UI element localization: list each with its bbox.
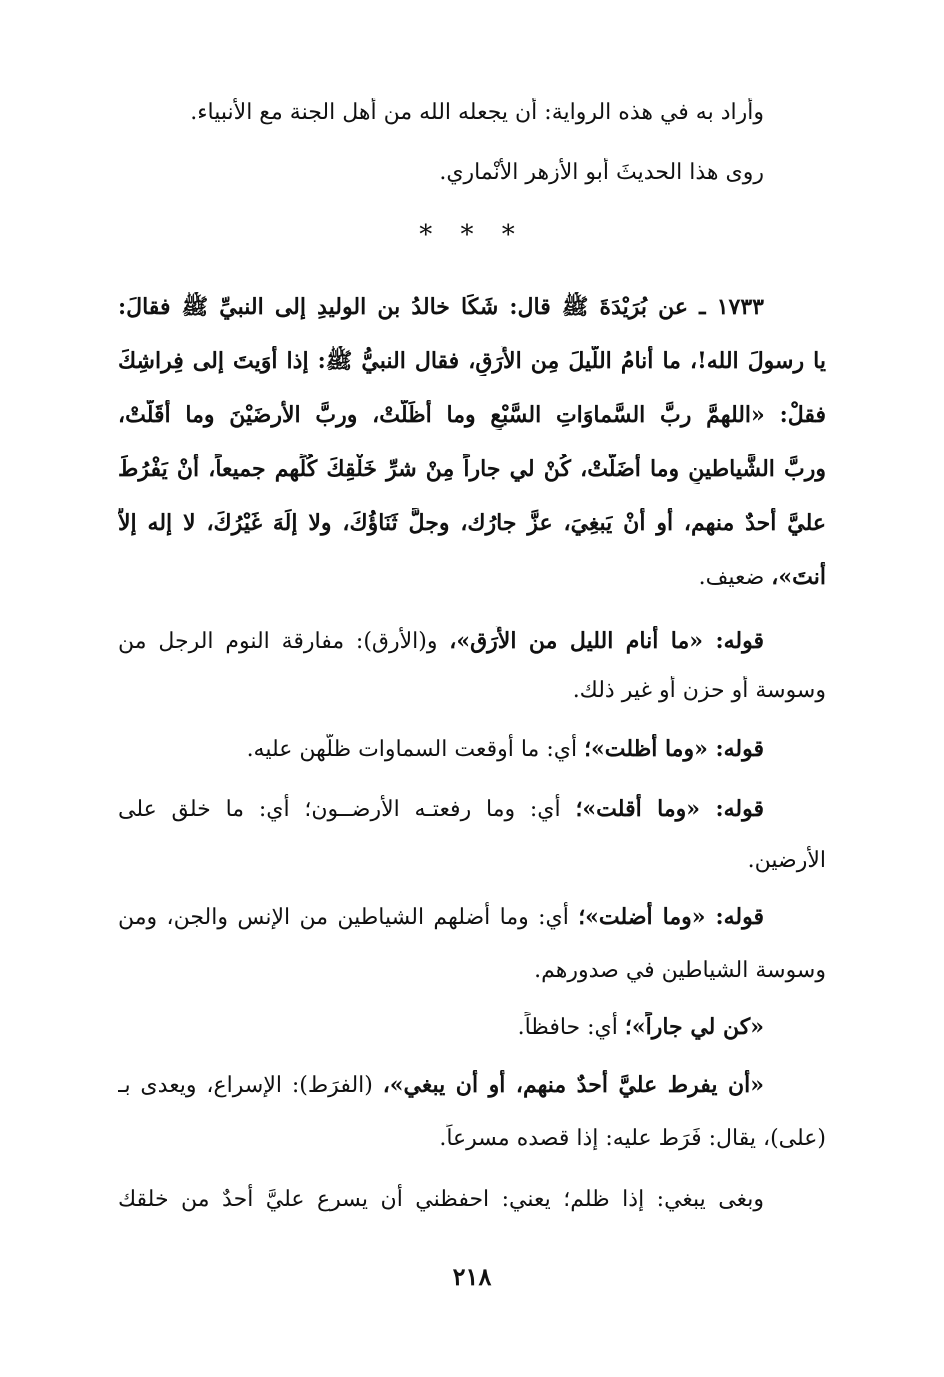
note-continuation: (على)، يقال: فَرَط عليه: إذا قصده مسرعاً. [439, 1126, 826, 1151]
note-continuation: الأرضين. [747, 848, 826, 873]
note-text: أي: حافظاً. [517, 1015, 625, 1040]
grading-label: ضعيف. [698, 565, 772, 590]
note-term: «كن لي جاراً»؛ [624, 1014, 764, 1040]
note-text: و(الأرق): مفارقة النوم الرجل من [118, 629, 450, 654]
note-text: (الفرَط): الإسراع، ويعدى بـ [118, 1073, 383, 1098]
note-term: قوله: «وما أضلت»؛ [578, 904, 764, 930]
hadith-line-1: ١٧٣٣ ـ عن بُرَيْدَةَ ﷺ قال: شَكَا خالدُ بن الوليدِ إلى النبيِّ ﷺ فقالَ: [118, 294, 764, 320]
hadith-line-6 [118, 562, 826, 593]
note-text: أي: وما رفعتـه الأرضــون؛ أي: ما خلق على [118, 797, 576, 822]
note-continuation: وسوسة أو حزن أو غير ذلك. [572, 678, 826, 703]
note-term: قوله: «ما أنام الليل من الأَرَق»، [449, 628, 764, 654]
note-line [118, 1184, 764, 1215]
section-separator: * * * [419, 220, 525, 250]
note-continuation: وسوسة الشياطين في صدورهم. [534, 958, 826, 983]
note-line [118, 1070, 764, 1101]
note-text: وبغى يبغي: إذا ظلم؛ يعني: احفظني أن يسرع عليَّ أحدٌ من خلقك [118, 1187, 764, 1212]
intro-line-2: روى هذا الحديثَ أبو الأزهر الأنْماري. [439, 160, 764, 185]
hadith-line-5: عليَّ أحدٌ منهم، أو أنْ يَبغِيَ، عزَّ جارُك، وجلَّ ثَنَاؤُكَ، ولا إلَهَ غَيْرُكَ، لا إله إلاَّ [118, 510, 826, 536]
note-term: «أن يفرط عليَّ أحدٌ منهم، أو أن يبغي»، [382, 1072, 764, 1098]
page-number: ٢١٨ [452, 1262, 492, 1291]
intro-line-1: وأراد به في هذه الرواية: أن يجعله الله من أهل الجنة مع الأنبياء. [190, 100, 764, 125]
hadith-ending: أنتَ»، [771, 564, 826, 590]
hadith-line-3: فقلْ: «اللهمَّ ربَّ السَّماوَاتِ السَّبْعِ وما أَظَلَّتْ، وربَّ الأرضَيْنَ وما أَقَلَّتْ، [118, 402, 826, 428]
note-term: قوله: «وما أظلت»؛ [584, 736, 764, 762]
note-line [118, 626, 764, 657]
note-text: أي: ما أوقعت السماوات ظلَّهن عليه. [246, 737, 585, 762]
note-term: قوله: «وما أقلت»؛ [575, 796, 764, 822]
note-line [118, 902, 764, 933]
note-line [118, 734, 764, 765]
note-line [118, 1012, 764, 1043]
hadith-line-4: وربَّ الشَّياطينِ وما أَضَلَّتْ، كُنْ لي جاراً مِنْ شرِّ خَلْقِكَ كُلِّهم جميعاً، أنْ يَفْرُطَ [118, 456, 826, 482]
note-line [118, 794, 764, 825]
hadith-line-2: يا رسولَ الله!، ما أَنامُ اللَّيلَ مِن الأَرَقِ، فقال النبيُّ ﷺ: إذا أَوَيتَ إلى فِراشِكَ [118, 348, 826, 374]
note-text: أي: وما أضلهم الشياطين من الإنس والجن، ومن [118, 905, 579, 930]
